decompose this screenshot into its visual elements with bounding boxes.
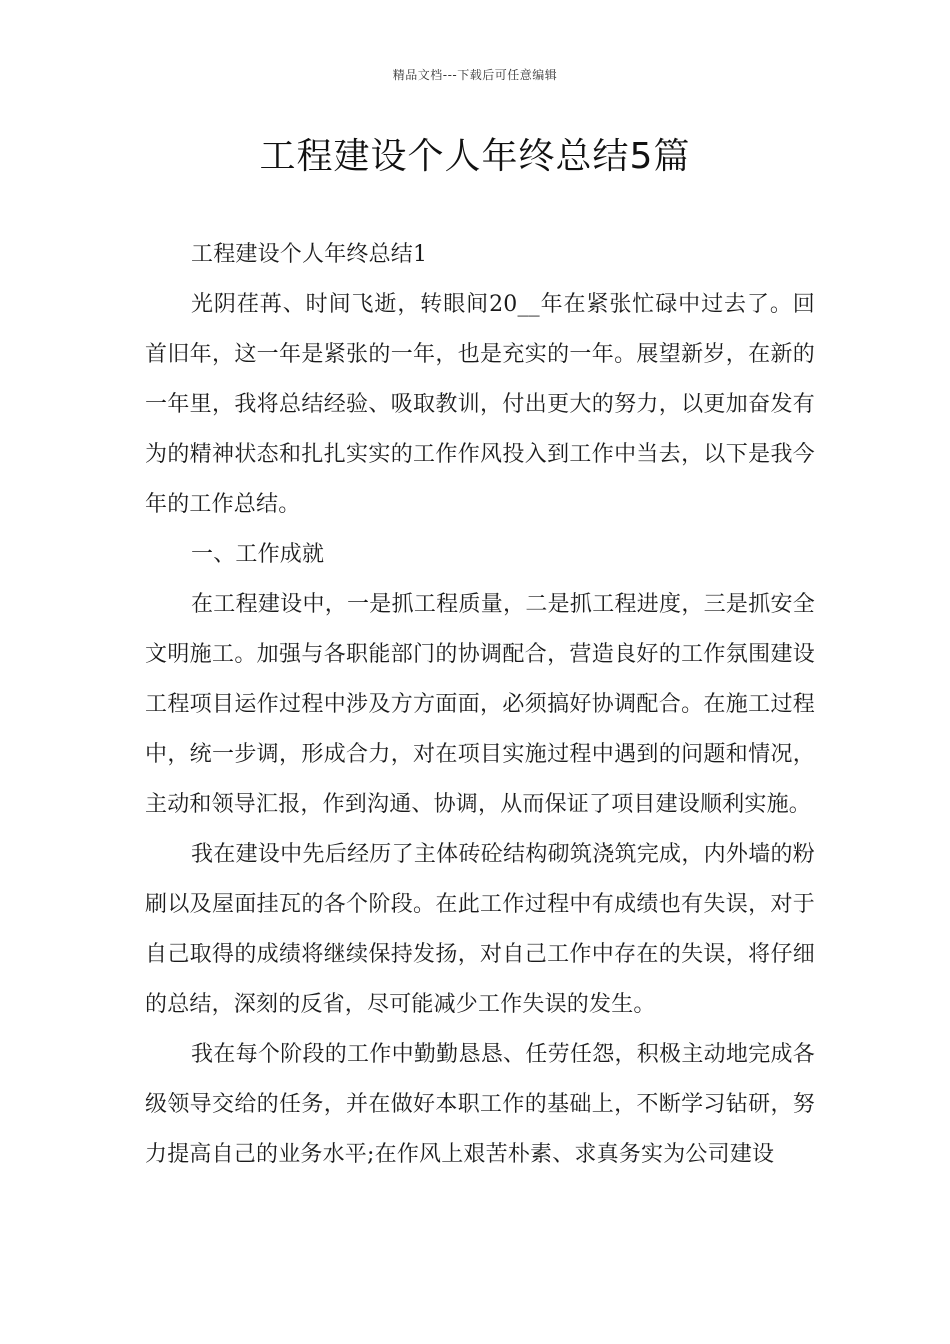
header-note: 精品文档---下载后可任意编辑 — [392, 68, 558, 82]
subsection-heading: 一、工作成就 — [191, 542, 325, 567]
paragraph: 光阴荏苒、时间飞逝，转眼间20__年在紧张忙碌中过去了。回首旧年，这一年是紧张的一年，也是充实的一年。展望新岁，在新的一年里，我将总结经验、吸取教训，付出更大的努力，以更加奋发有为的精神状态和扎扎实实的工作作风投入到工作中当去，以下是我今年的工作总结。 — [145, 292, 815, 517]
paragraph: 我在每个阶段的工作中勤勤恳恳、任劳任怨，积极主动地完成各级领导交给的任务，并在做好本职工作的基础上，不断学习钻研，努力提高自己的业务水平;在作风上艰苦朴素、求真务实为公司建设 — [145, 1042, 815, 1167]
paragraph: 在工程建设中，一是抓工程质量，二是抓工程进度，三是抓安全文明施工。加强与各职能部门的协调配合，营造良好的工作氛围建设工程项目运作过程中涉及方方面面，必须搞好协调配合。在施工过程中，统一步调，形成合力，对在项目实施过程中遇到的问题和情况，主动和领导汇报，作到沟通、协调，从而保证了项目建设顺利实施。 — [145, 592, 815, 817]
section-heading: 工程建设个人年终总结1 — [191, 242, 428, 267]
document-body — [145, 230, 815, 1180]
document-title: 工程建设个人年终总结5篇 — [259, 136, 691, 177]
paragraph: 我在建设中先后经历了主体砖砼结构砌筑浇筑完成，内外墙的粉刷以及屋面挂瓦的各个阶段。在此工作过程中有成绩也有失误，对于自己取得的成绩将继续保持发扬，对自己工作中存在的失误，将仔细的总结，深刻的反省，尽可能减少工作失误的发生。 — [145, 842, 815, 1017]
